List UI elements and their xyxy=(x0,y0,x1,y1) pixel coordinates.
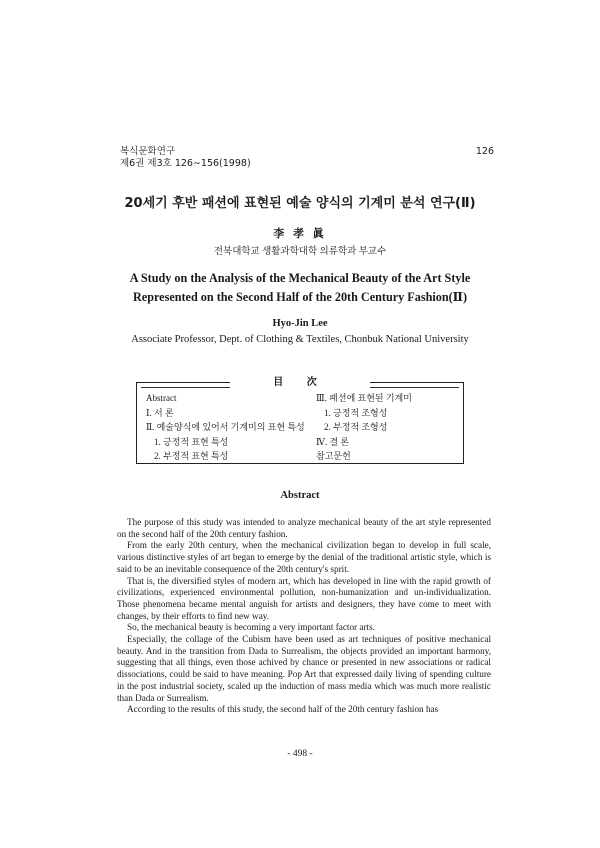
toc-item: 2. 부정적 조형성 xyxy=(324,422,388,432)
toc-item: Abstract xyxy=(146,393,177,403)
header-page-number: 126 xyxy=(475,146,494,157)
footer-page-number: - 498 - xyxy=(287,749,313,759)
toc-item: Ⅲ. 패션에 표현된 기계미 xyxy=(316,393,412,403)
journal-name: 복식문화연구 xyxy=(120,146,176,157)
english-title-line1: A Study on the Analysis of the Mechanical Beauty of the Art Style xyxy=(129,271,471,285)
abstract-paragraph: So, the mechanical beauty is becoming a very important factor arts. xyxy=(127,622,375,633)
abstract-paragraph: From the early 20th century, when the mechanical civilization began to develop in full scale, various distinctive styles of art began to emerge by the denial of the traditional artistic style, which is said to be an inevitable consequence of the 20th century's sprit. xyxy=(117,540,491,574)
journal-header xyxy=(120,146,251,170)
toc-right-column xyxy=(316,391,412,464)
toc-item: Ⅰ. 서 론 xyxy=(146,407,174,418)
english-title xyxy=(0,269,600,307)
toc-left-column xyxy=(146,391,305,464)
korean-author: 李 孝 眞 xyxy=(273,228,327,240)
english-affiliation: Associate Professor, Dept. of Clothing & Textiles, Chonbuk National University xyxy=(131,334,469,345)
english-author: Hyo-Jin Lee xyxy=(272,318,328,329)
abstract-paragraph: According to the results of this study, the second half of the 20th century fashion has xyxy=(127,704,439,715)
korean-affiliation: 전북대학교 생활과학대학 의류학과 부교수 xyxy=(213,247,387,257)
abstract-paragraph: Especially, the collage of the Cubism have been used as art techniques of positive mechanical beauty. And in the transition from Dada to Surrealism, the objects provided an important harmony, suggesting that all things, even those achived by chance or presented in new associations or radical dissociations, could be said to have meaning. Pop Art that expressed daily living of spending culture in the post industrial society, scaled up the induction of mass media which was much more realistic than Dada or Surrealism. xyxy=(117,634,491,703)
abstract-heading: Abstract xyxy=(280,490,320,501)
abstract-paragraph: That is, the diversified styles of modern art, which has developed in line with the rapid growth of civilizations, experienced environmental pollution, non-humanization and un-individualization. Those phenomena became mental anguish for artists and designers, they have come to meet with changes, by their efforts to find new way. xyxy=(117,575,491,621)
toc-item: Ⅳ. 결 론 xyxy=(316,436,350,447)
toc-item: 1. 긍정적 표현 특성 xyxy=(154,436,229,447)
abstract-body xyxy=(117,517,491,716)
toc-heading: 目 次 xyxy=(230,373,370,388)
toc-item: 1. 긍정적 조형성 xyxy=(324,407,388,418)
toc-item: Ⅱ. 예술양식에 있어서 기계미의 표현 특성 xyxy=(146,422,305,432)
toc-item: 2. 부정적 표현 특성 xyxy=(154,451,229,461)
english-title-line2: Represented on the Second Half of the 20th Century Fashion(Ⅱ) xyxy=(132,290,468,304)
abstract-paragraph: The purpose of this study was intended to analyze mechanical beauty of the art style represented on the second half of the 20th century fashion. xyxy=(117,517,491,539)
korean-title: 20세기 후반 패션에 표현된 예술 양식의 기계미 분석 연구(Ⅱ) xyxy=(124,196,476,211)
journal-volume-info: 제6권 제3호 126∼156(1998) xyxy=(120,158,251,169)
toc-item: 참고문헌 xyxy=(316,451,351,461)
